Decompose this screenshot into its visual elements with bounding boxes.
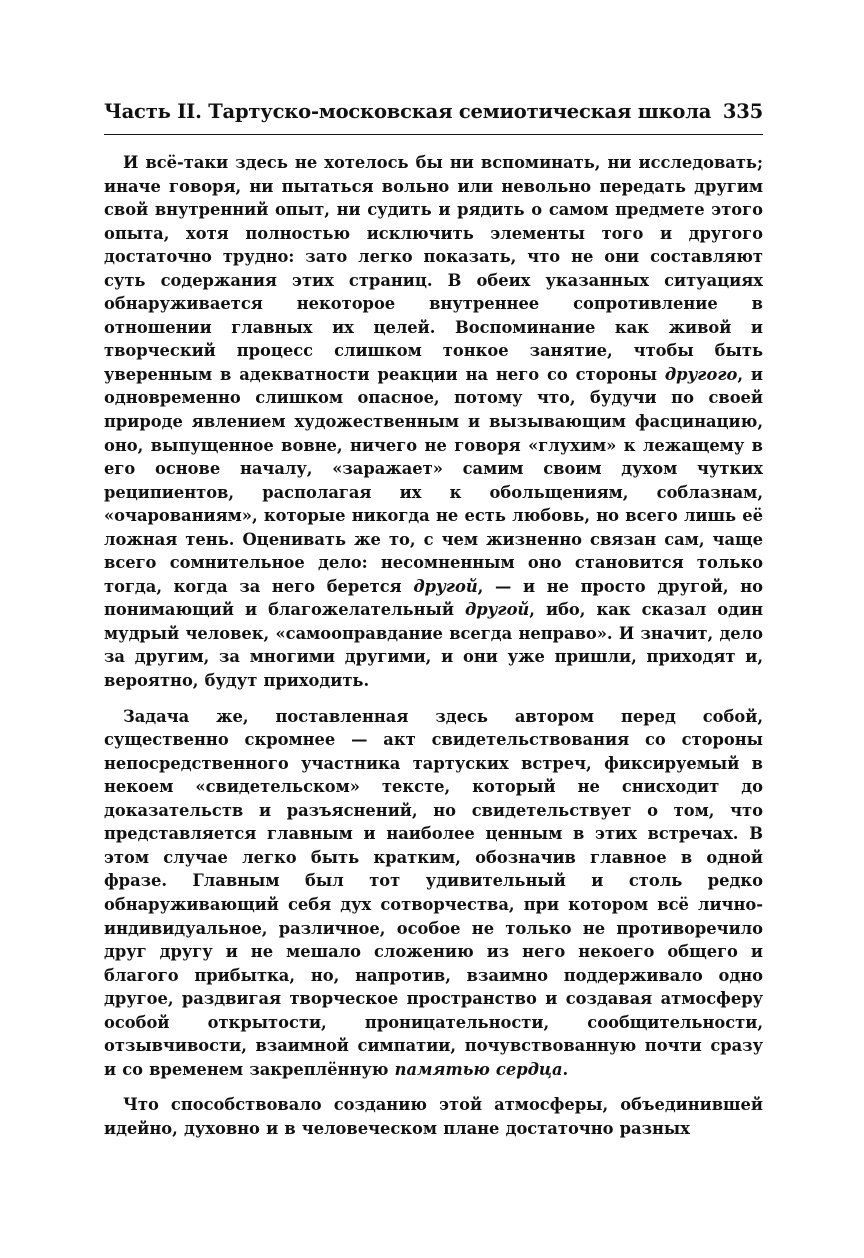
book-page (104, 100, 763, 1140)
text-run: . (562, 1059, 569, 1079)
text-run: , и одновременно слишком опасное, потому что, будучи по своей природе явлением художественным и вызывающим фасцинацию, оно, выпущенное вовне, ничего не говоря «глухим» к лежащему в его основе началу, «заражает» самим своим духом чутких реципиентов, располагая их к обольщениям, соблазнам, «очарованиям», которые никогда не есть любовь, но всего лишь её ложная тень. Оценивать же то, с чем жизненно связан сам, чаще всего сомнительное дело: несомненным оно становится только тогда, когда за него берется (104, 364, 763, 596)
emphasis-text: другой (413, 576, 478, 596)
text-run: Что способствовало созданию этой атмосферы, объединившей идейно, духовно и в человеческом плане достаточно разных (104, 1095, 763, 1138)
paragraph-3 (104, 1093, 763, 1140)
paragraph-2 (104, 705, 763, 1082)
text-run: Задача же, поставленная здесь автором перед собой, существенно скромнее — акт свидетельствования со стороны непосредственного участника тартуских встреч, фиксируемый в некоем «свидетельском» тексте, который не снисходит до доказательств и разъяснений, но свидетельствует о том, что представляется главным и наиболее ценным в этих встречах. В этом случае легко быть кратким, обозначив главное в одной фразе. Главным был тот удивительный и столь редко обнаруживающий себя дух сотворчества, при котором всё лично-индивидуальное, различное, особое не только не противоречило друг другу и не мешало сложению из него некоего общего и благого прибытка, но, напротив, взаимно поддерживало одно другое, раздвигая творческое пространство и создавая атмосферу особой открытости, проницательности, сообщительности, отзывчивости, взаимной симпатии, почувствованную почти сразу и со временем закреплённую (104, 706, 763, 1079)
text-run: , ибо, как сказал один мудрый человек, «самооправдание всегда неправо». И значит, дело за другим, за многими другими, и они уже пришли, приходят и, вероятно, будут приходить. (104, 600, 763, 691)
emphasis-text: памятью сердца (394, 1059, 563, 1079)
page-number: 335 (722, 100, 763, 123)
paragraph-1 (104, 151, 763, 693)
text-run: И всё-таки здесь не хотелось бы ни вспоминать, ни исследовать; иначе говоря, ни пытаться вольно или невольно передать другим свой внутренний опыт, ни судить и рядить о самом предмете этого опыта, хотя полностью исключить элементы того и другого достаточно трудно: зато легко показать, что не они составляют суть содержания этих страниц. В обеих указанных ситуациях обнаруживается некоторое внутреннее сопротивление в отношении главных их целей. Воспоминание как живой и творческий процесс слишком тонкое занятие, чтобы быть уверенным в адекватности реакции на него со стороны (104, 153, 763, 384)
header-rule (104, 134, 763, 135)
emphasis-text: другой (464, 600, 530, 620)
emphasis-text: другого (664, 364, 738, 384)
text-run: , — и не просто другой, но понимающий и благожелательный (104, 576, 763, 620)
body-text (104, 151, 763, 1140)
running-head (104, 100, 763, 126)
running-head-title: Часть II. Тартуско-московская семиотическая школа (104, 100, 712, 123)
